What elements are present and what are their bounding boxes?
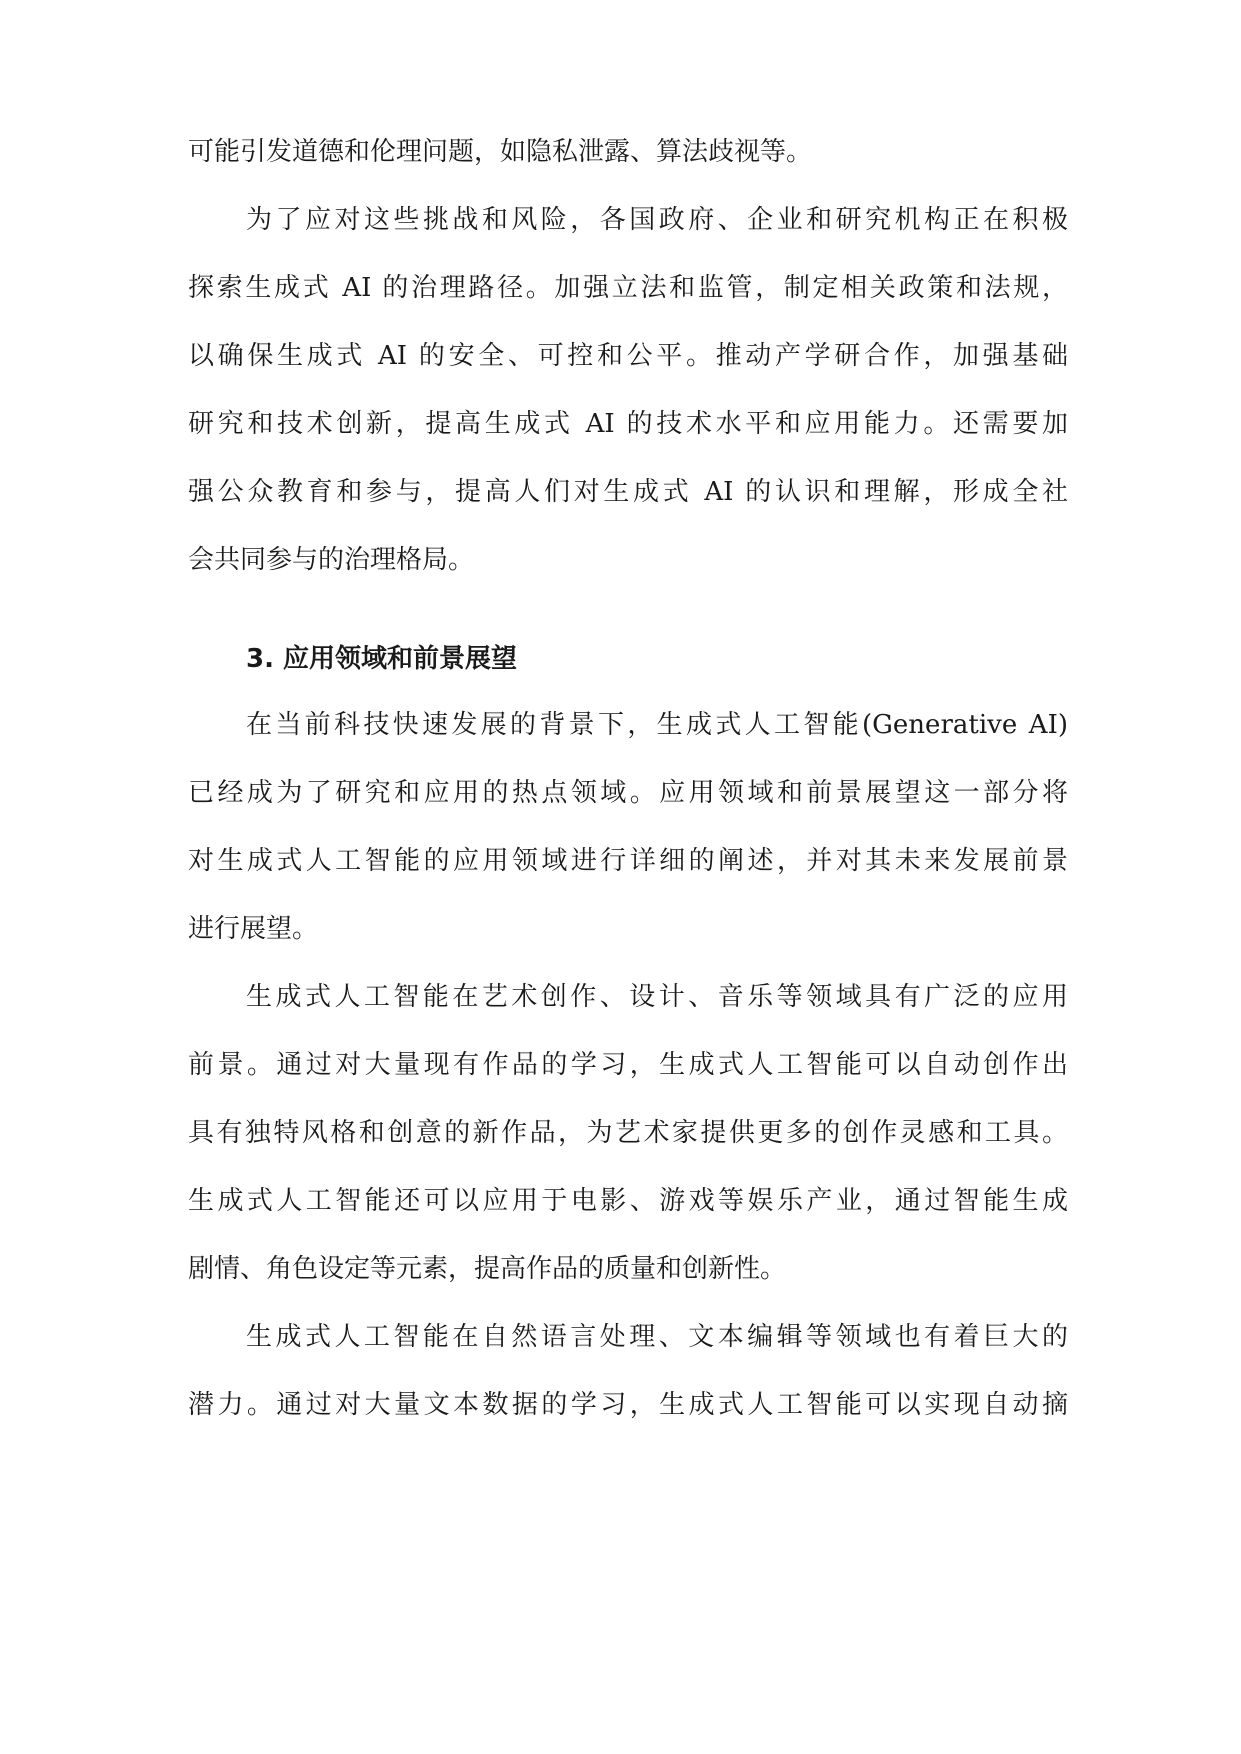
paragraph-line: 前景。通过对大量现有作品的学习，生成式人工智能可以自动创作出 xyxy=(188,1050,1068,1080)
paragraph-line: 探索生成式 AI 的治理路径。加强立法和监管，制定相关政策和法规， xyxy=(188,273,1068,303)
section-heading: 3. 应用领域和前景展望 xyxy=(246,644,518,674)
paragraph-line: 会共同参与的治理格局。 xyxy=(188,545,475,575)
paragraph-line: 具有独特风格和创意的新作品，为艺术家提供更多的创作灵感和工具。 xyxy=(188,1118,1068,1148)
paragraph-line: 强公众教育和参与，提高人们对生成式 AI 的认识和理解，形成全社 xyxy=(188,477,1068,507)
paragraph-line: 已经成为了研究和应用的热点领域。应用领域和前景展望这一部分将 xyxy=(188,778,1068,808)
paragraph-line: 以确保生成式 AI 的安全、可控和公平。推动产学研合作，加强基础 xyxy=(188,341,1068,371)
paragraph-line: 生成式人工智能还可以应用于电影、游戏等娱乐产业，通过智能生成 xyxy=(188,1186,1068,1216)
paragraph-line: 剧情、角色设定等元素，提高作品的质量和创新性。 xyxy=(188,1254,787,1284)
paragraph-line: 生成式人工智能在自然语言处理、文本编辑等领域也有着巨大的 xyxy=(246,1322,1068,1352)
paragraph-line: 可能引发道德和伦理问题，如隐私泄露、算法歧视等。 xyxy=(188,137,813,167)
paragraph-line: 对生成式人工智能的应用领域进行详细的阐述，并对其未来发展前景 xyxy=(188,846,1068,876)
paragraph-line: 研究和技术创新，提高生成式 AI 的技术水平和应用能力。还需要加 xyxy=(188,409,1068,439)
paragraph-line: 为了应对这些挑战和风险，各国政府、企业和研究机构正在积极 xyxy=(246,205,1068,235)
paragraph-line: 生成式人工智能在艺术创作、设计、音乐等领域具有广泛的应用 xyxy=(246,982,1068,1012)
paragraph-line: 在当前科技快速发展的背景下，生成式人工智能(Generative AI) xyxy=(246,710,1068,740)
paragraph-line: 进行展望。 xyxy=(188,914,319,944)
paragraph-line: 潜力。通过对大量文本数据的学习，生成式人工智能可以实现自动摘 xyxy=(188,1390,1068,1420)
